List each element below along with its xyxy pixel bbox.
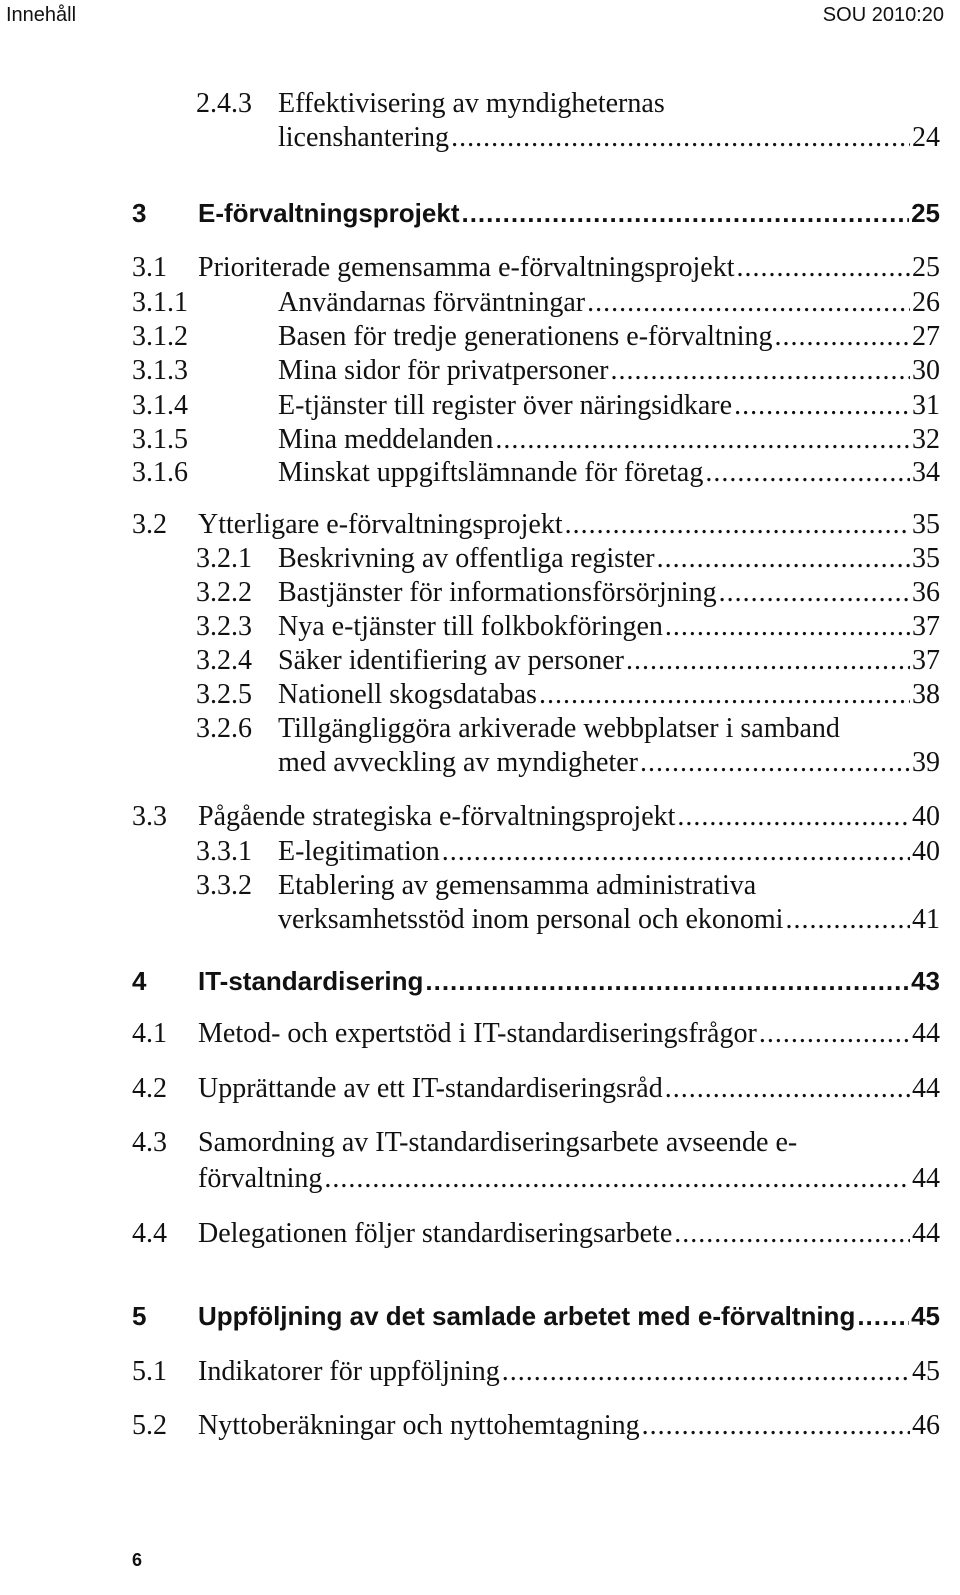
toc-entry-page: 25	[911, 198, 940, 228]
toc-entry-number: 3.2.5	[196, 679, 252, 710]
toc-entry-number: 3.1.2	[132, 321, 188, 352]
toc-leader-dots	[674, 1218, 910, 1250]
toc-leader-dots	[626, 645, 910, 677]
toc-entry-page: 39	[912, 747, 940, 778]
toc-leader-dots	[665, 611, 910, 643]
toc-entry-page: 37	[912, 611, 940, 642]
toc-entry-page: 30	[912, 355, 940, 386]
toc-entry-title: E-förvaltningsprojekt	[198, 198, 460, 228]
toc-leader-dots	[610, 355, 910, 387]
toc-entry-title: Prioriterade gemensamma e-förvaltningsprojekt	[198, 252, 735, 283]
toc-entry-page: 44	[912, 1163, 940, 1194]
toc-leader-dots	[736, 252, 910, 284]
toc-entry-number: 3.2.6	[196, 713, 252, 744]
toc-entry-title: Användarnas förväntningar	[278, 287, 586, 318]
toc-entry-title: Uppföljning av det samlade arbetet med e-förvaltning	[198, 1301, 856, 1331]
toc-entry-number: 3.3.2	[196, 870, 252, 901]
toc-entry-title: Delegationen följer standardiseringsarbete	[198, 1218, 673, 1249]
toc-leader-dots	[587, 287, 910, 319]
toc-entry-title: Metod- och expertstöd i IT-standardiseringsfrågor	[198, 1018, 757, 1049]
toc-leader-dots	[785, 904, 910, 936]
toc-entry-title: Upprättande av ett IT-standardiseringsråd	[198, 1073, 663, 1104]
toc-entry-number: 3.3.1	[196, 836, 252, 867]
toc-leader-dots	[665, 1073, 910, 1105]
toc-entry-page: 46	[912, 1410, 940, 1441]
toc-entry-number: 3.2.2	[196, 577, 252, 608]
toc-leader-dots	[461, 198, 909, 229]
toc-entry-title: E-legitimation	[278, 836, 440, 867]
toc-entry-page: 43	[911, 966, 940, 996]
toc-entry-title-line1: Samordning av IT-standardiseringsarbete avseende e-	[198, 1127, 798, 1158]
toc-entry-number: 3.1.1	[132, 287, 188, 318]
toc-entry-number: 4	[132, 966, 147, 996]
toc-entry-page: 27	[912, 321, 940, 352]
toc-entry-title: Nationell skogsdatabas	[278, 679, 537, 710]
toc-leader-dots	[502, 1356, 910, 1388]
toc-entry-page: 36	[912, 577, 940, 608]
toc-leader-dots	[657, 543, 910, 575]
toc-entry-page: 25	[912, 252, 940, 283]
toc-entry-title: verksamhetsstöd inom personal och ekonomi	[278, 904, 784, 935]
toc-leader-dots	[642, 1410, 910, 1442]
toc-entry-number: 4.1	[132, 1018, 167, 1049]
toc-entry-title-line1: Etablering av gemensamma administrativa	[278, 870, 757, 901]
toc-leader-dots	[857, 1301, 909, 1332]
toc-entry-title: Nyttoberäkningar och nyttohemtagning	[198, 1410, 640, 1441]
toc-entry-number: 3.2	[132, 509, 167, 540]
toc-leader-dots	[425, 966, 909, 997]
toc-entry-number: 4.4	[132, 1218, 167, 1249]
toc-entry-title: Minskat uppgiftslämnande för företag	[278, 457, 704, 488]
toc-entry-title: förvaltning	[198, 1163, 323, 1194]
toc-leader-dots	[734, 390, 910, 422]
toc-entry-page: 45	[912, 1356, 940, 1387]
toc-leader-dots	[640, 747, 910, 779]
toc-entry-title: IT-standardisering	[198, 966, 424, 996]
toc-entry-title: Mina meddelanden	[278, 424, 494, 455]
toc-entry-title: med avveckling av myndigheter	[278, 747, 638, 778]
toc-leader-dots	[451, 122, 910, 154]
toc-entry-number: 5.2	[132, 1410, 167, 1441]
toc-entry-title: Bastjänster för informationsförsörjning	[278, 577, 717, 608]
toc-leader-dots	[719, 577, 910, 609]
toc-entry-page: 34	[912, 457, 940, 488]
toc-entry-title-line1: Effektivisering av myndigheternas	[278, 88, 665, 119]
toc-entry-number: 3	[132, 198, 147, 228]
toc-leader-dots	[324, 1163, 910, 1195]
toc-entry-page: 32	[912, 424, 940, 455]
toc-entry-number: 3.1	[132, 252, 167, 283]
toc-entry-number: 3.1.6	[132, 457, 188, 488]
toc-entry-number: 3.3	[132, 801, 167, 832]
toc-entry-title-line1: Tillgängliggöra arkiverade webbplatser i samband	[278, 713, 840, 744]
toc-leader-dots	[539, 679, 910, 711]
toc-entry-number: 3.1.3	[132, 355, 188, 386]
toc-leader-dots	[677, 801, 910, 833]
toc-entry-page: 45	[911, 1301, 940, 1331]
toc-leader-dots	[565, 509, 910, 541]
toc-entry-title: licenshantering	[278, 122, 450, 153]
page-number: 6	[132, 1550, 143, 1570]
toc-entry-number: 3.1.4	[132, 390, 188, 421]
toc-entry-title: Ytterligare e-förvaltningsprojekt	[198, 509, 563, 540]
toc-leader-dots	[759, 1018, 910, 1050]
toc-entry-page: 44	[912, 1073, 940, 1104]
toc-entry-page: 31	[912, 390, 940, 421]
toc-entry-page: 26	[912, 287, 940, 318]
toc-entry-number: 3.2.4	[196, 645, 252, 676]
toc-entry-page: 24	[912, 122, 940, 153]
toc-entry-number: 5.1	[132, 1356, 167, 1387]
toc-entry-title: Beskrivning av offentliga register	[278, 543, 655, 574]
header-document-id: SOU 2010:20	[822, 4, 944, 26]
toc-entry-number: 4.3	[132, 1127, 167, 1158]
toc-entry-title: Basen för tredje generationens e-förvaltning	[278, 321, 773, 352]
toc-entry-title: Nya e-tjänster till folkbokföringen	[278, 611, 663, 642]
toc-entry-title: Mina sidor för privatpersoner	[278, 355, 609, 386]
toc-entry-number: 2.4.3	[196, 88, 252, 119]
toc-entry-page: 40	[912, 801, 940, 832]
header-section-label: Innehåll	[6, 4, 77, 26]
toc-leader-dots	[705, 457, 910, 489]
toc-leader-dots	[442, 836, 910, 868]
toc-entry-title: Pågående strategiska e-förvaltningsprojekt	[198, 801, 676, 832]
toc-entry-page: 41	[912, 904, 940, 935]
toc-entry-page: 35	[912, 509, 940, 540]
toc-entry-page: 44	[912, 1018, 940, 1049]
toc-entry-number: 5	[132, 1301, 147, 1331]
toc-entry-page: 35	[912, 543, 940, 574]
toc-entry-page: 37	[912, 645, 940, 676]
toc-entry-number: 3.2.1	[196, 543, 252, 574]
toc-entry-number: 3.1.5	[132, 424, 188, 455]
toc-entry-title: Indikatorer för uppföljning	[198, 1356, 500, 1387]
toc-entry-number: 3.2.3	[196, 611, 252, 642]
toc-entry-page: 44	[912, 1218, 940, 1249]
toc-leader-dots	[495, 424, 910, 456]
toc-entry-title: Säker identifiering av personer	[278, 645, 624, 676]
toc-entry-page: 40	[912, 836, 940, 867]
toc-entry-number: 4.2	[132, 1073, 167, 1104]
toc-entry-page: 38	[912, 679, 940, 710]
toc-entry-title: E-tjänster till register över näringsidkare	[278, 390, 733, 421]
toc-leader-dots	[774, 321, 910, 353]
